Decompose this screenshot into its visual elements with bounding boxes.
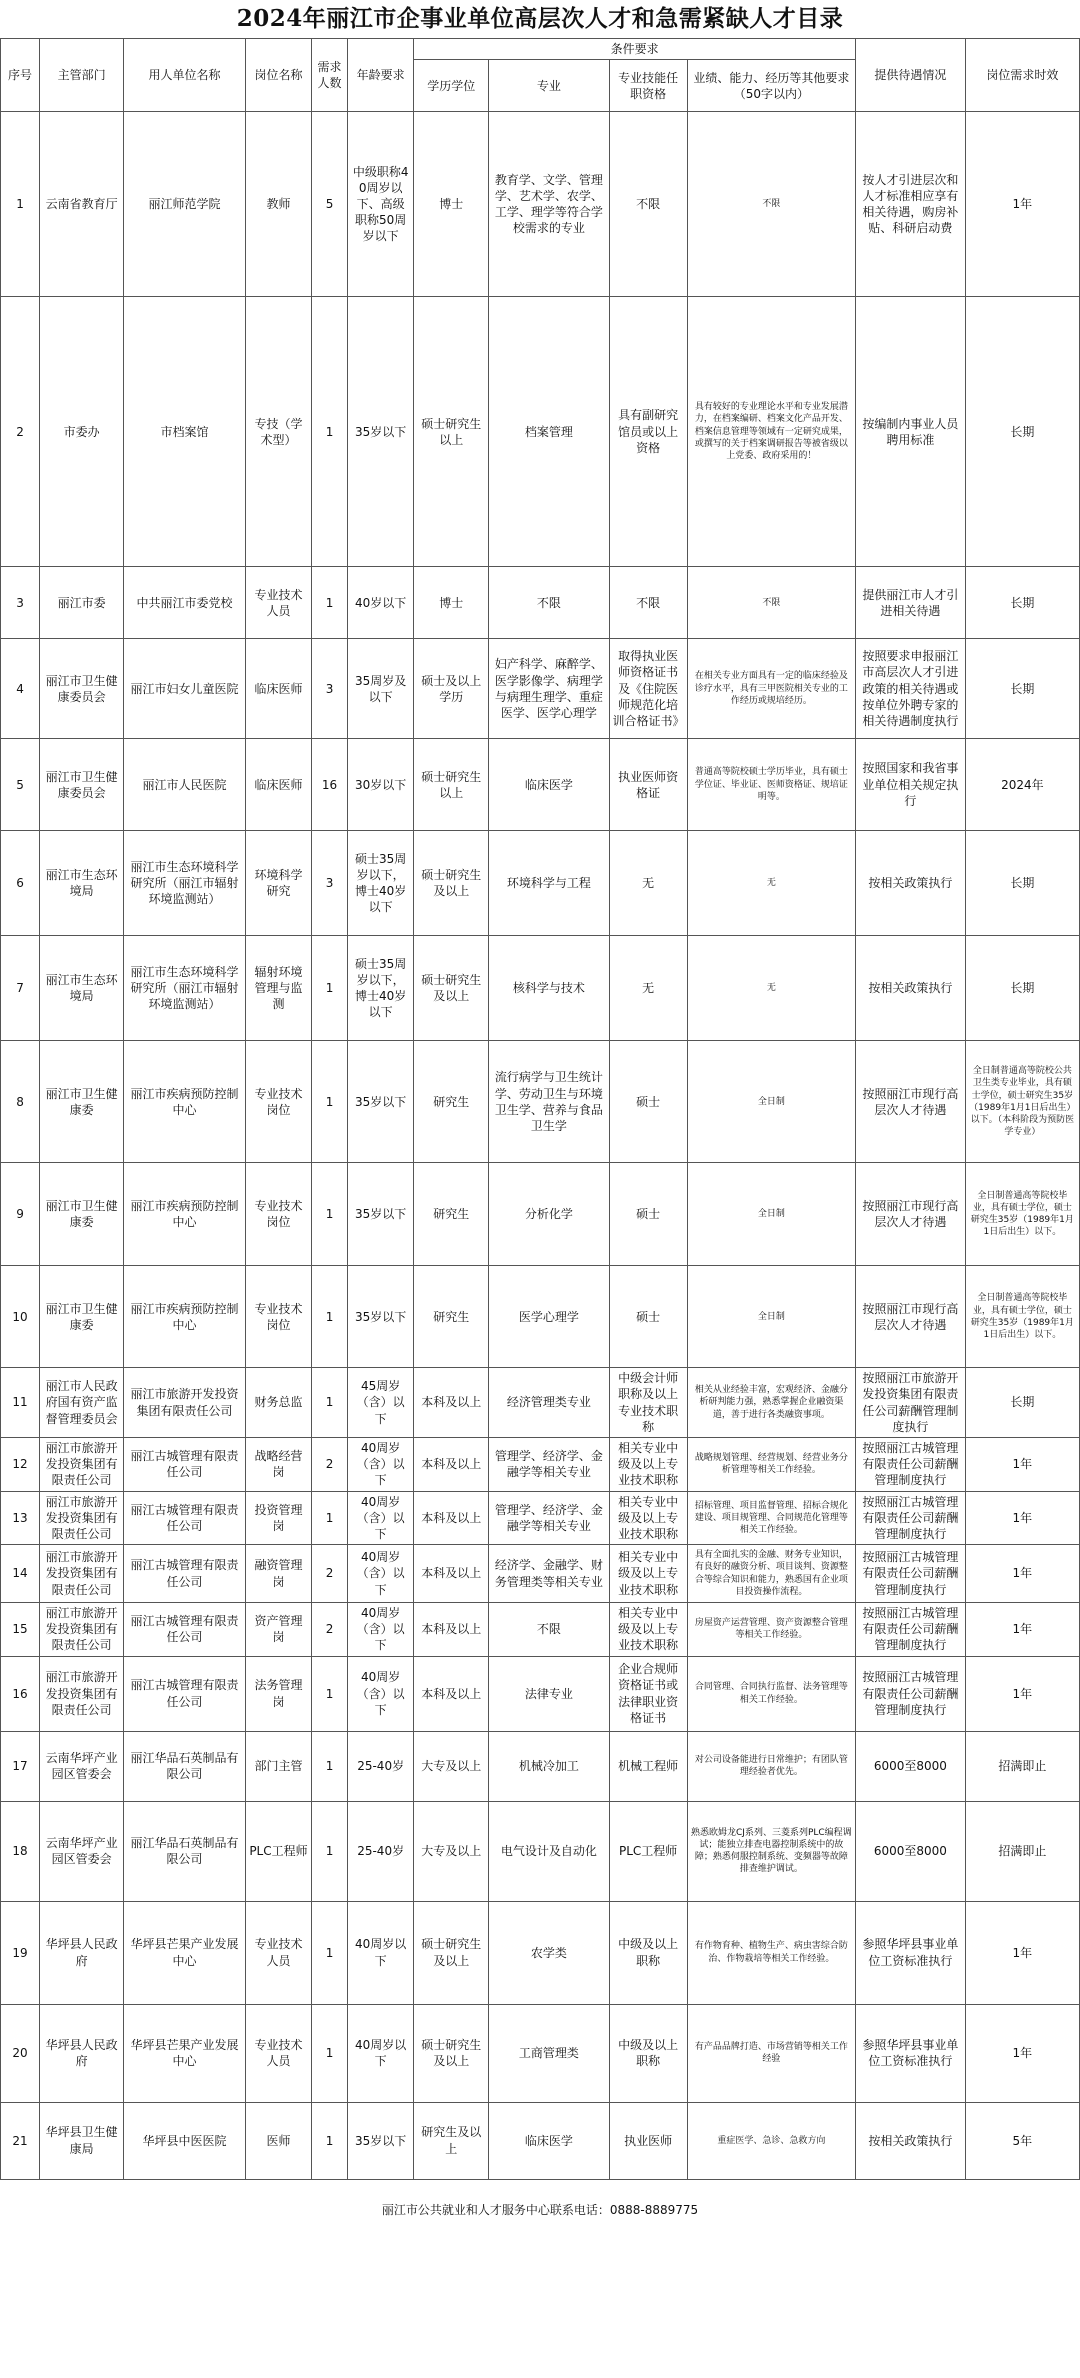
cell-ability: 不限: [687, 112, 855, 297]
header-ability: 业绩、能力、经历等其他要求（50字以内）: [687, 60, 855, 112]
cell-cert: 中级及以上职称: [609, 1901, 687, 2004]
cell-dept: 丽江市旅游开发投资集团有限责任公司: [40, 1491, 124, 1545]
cell-cert: 相关专业中级及以上专业技术职称: [609, 1437, 687, 1491]
header-benefits: 提供待遇情况: [856, 39, 966, 112]
cell-ability: 重症医学、急诊、急救方向: [687, 2102, 855, 2179]
table-row: [1, 297, 1080, 567]
cell-dept: 云南华坪产业园区管委会: [40, 1731, 124, 1801]
cell-cert: 相关专业中级及以上专业技术职称: [609, 1603, 687, 1657]
cell-cert: 执业医师: [609, 2102, 687, 2179]
cell-duration: 长期: [965, 297, 1079, 567]
cell-duration: 全日制普通高等院校公共卫生类专业毕业，具有硕士学位，硕士研究生35岁（1989年1月1日后出生）以下。（本科阶段为预防医学专业）: [965, 1041, 1079, 1163]
cell-cert: 硕士: [609, 1266, 687, 1368]
cell-ability: 有产品品牌打造、市场营销等相关工作经验: [687, 2004, 855, 2102]
cell-duration: 长期: [965, 1368, 1079, 1438]
cell-position: PLC工程师: [245, 1801, 311, 1901]
cell-major: 临床医学: [489, 2102, 609, 2179]
cell-major: 医学心理学: [489, 1266, 609, 1368]
table-row: [1, 639, 1080, 739]
cell-count: 16: [312, 739, 348, 831]
cell-position: 辐射环境管理与监测: [245, 936, 311, 1041]
cell-edu: 硕士研究生以上: [414, 297, 489, 567]
cell-benefits: 参照华坪县事业单位工资标准执行: [856, 1901, 966, 2004]
cell-position: 财务总监: [245, 1368, 311, 1438]
cell-position: 环境科学研究: [245, 831, 311, 936]
cell-ability: 全日制: [687, 1266, 855, 1368]
cell-seq: 4: [1, 639, 40, 739]
cell-cert: 无: [609, 936, 687, 1041]
cell-dept: 丽江市旅游开发投资集团有限责任公司: [40, 1603, 124, 1657]
cell-seq: 5: [1, 739, 40, 831]
cell-count: 1: [312, 1041, 348, 1163]
cell-employer: 丽江市疾病预防控制中心: [124, 1163, 246, 1266]
cell-ability: 全日制: [687, 1041, 855, 1163]
header-employer: 用人单位名称: [124, 39, 246, 112]
header-age: 年龄要求: [348, 39, 414, 112]
cell-cert: 硕士: [609, 1163, 687, 1266]
cell-employer: 丽江华品石英制品有限公司: [124, 1731, 246, 1801]
cell-edu: 研究生及以上: [414, 2102, 489, 2179]
cell-benefits: 按相关政策执行: [856, 936, 966, 1041]
cell-seq: 12: [1, 1437, 40, 1491]
cell-age: 40周岁（含）以下: [348, 1437, 414, 1491]
cell-ability: 无: [687, 936, 855, 1041]
cell-edu: 硕士研究生以上: [414, 739, 489, 831]
cell-cert: 执业医师资格证: [609, 739, 687, 831]
cell-duration: 全日制普通高等院校毕业，具有硕士学位，硕士研究生35岁（1989年1月1日后出生）以下。: [965, 1163, 1079, 1266]
cell-ability: 具有全面扎实的金融、财务专业知识，有良好的融资分析、项目谈判、资源整合等综合知识和能力，熟悉国有企业项目投资操作流程。: [687, 1545, 855, 1603]
table-row: [1, 1901, 1080, 2004]
cell-seq: 6: [1, 831, 40, 936]
cell-position: 专技（学术型）: [245, 297, 311, 567]
cell-duration: 长期: [965, 831, 1079, 936]
cell-cert: 中级会计师职称及以上专业技术职称: [609, 1368, 687, 1438]
table-row: [1, 1603, 1080, 1657]
cell-employer: 丽江市人民医院: [124, 739, 246, 831]
cell-employer: 丽江师范学院: [124, 112, 246, 297]
cell-major: 环境科学与工程: [489, 831, 609, 936]
cell-dept: 丽江市卫生健康委: [40, 1266, 124, 1368]
cell-seq: 2: [1, 297, 40, 567]
table-row: [1, 831, 1080, 936]
cell-seq: 7: [1, 936, 40, 1041]
cell-position: 投资管理岗: [245, 1491, 311, 1545]
cell-benefits: 按编制内事业人员聘用标准: [856, 297, 966, 567]
header-cert: 专业技能任职资格: [609, 60, 687, 112]
cell-age: 中级职称40周岁以下、高级职称50周岁以下: [348, 112, 414, 297]
cell-position: 专业技术岗位: [245, 1266, 311, 1368]
cell-major: 教育学、文学、管理学、艺术学、农学、工学、理学等符合学校需求的专业: [489, 112, 609, 297]
cell-edu: 博士: [414, 112, 489, 297]
cell-ability: 相关从业经验丰富，宏观经济、金融分析研判能力强，熟悉掌握企业融资渠道，善于进行各类融资事项。: [687, 1368, 855, 1438]
cell-dept: 云南省教育厅: [40, 112, 124, 297]
cell-count: 1: [312, 1491, 348, 1545]
cell-seq: 21: [1, 2102, 40, 2179]
cell-cert: 无: [609, 831, 687, 936]
cell-edu: 博士: [414, 567, 489, 639]
cell-dept: 丽江市旅游开发投资集团有限责任公司: [40, 1437, 124, 1491]
cell-major: 档案管理: [489, 297, 609, 567]
table-body: [1, 112, 1080, 2179]
cell-age: 25-40岁: [348, 1731, 414, 1801]
cell-duration: 招满即止: [965, 1801, 1079, 1901]
table-row: [1, 2102, 1080, 2179]
cell-seq: 17: [1, 1731, 40, 1801]
table-row: [1, 1801, 1080, 1901]
cell-duration: 招满即止: [965, 1731, 1079, 1801]
header-position: 岗位名称: [245, 39, 311, 112]
cell-count: 1: [312, 1901, 348, 2004]
cell-age: 35岁以下: [348, 297, 414, 567]
cell-position: 资产管理岗: [245, 1603, 311, 1657]
cell-position: 专业技术岗位: [245, 1041, 311, 1163]
cell-major: 流行病学与卫生统计学、劳动卫生与环境卫生学、营养与食品卫生学: [489, 1041, 609, 1163]
cell-count: 2: [312, 1437, 348, 1491]
cell-count: 1: [312, 1656, 348, 1731]
cell-position: 专业技术人员: [245, 567, 311, 639]
cell-dept: 丽江市卫生健康委: [40, 1041, 124, 1163]
cell-position: 临床医师: [245, 639, 311, 739]
table-row: [1, 567, 1080, 639]
cell-position: 教师: [245, 112, 311, 297]
cell-employer: 丽江市生态环境科学研究所（丽江市辐射环境监测站）: [124, 936, 246, 1041]
cell-duration: 1年: [965, 1545, 1079, 1603]
cell-seq: 3: [1, 567, 40, 639]
cell-cert: 企业合规师资格证书或法律职业资格证书: [609, 1656, 687, 1731]
cell-major: 工商管理类: [489, 2004, 609, 2102]
cell-count: 1: [312, 1163, 348, 1266]
cell-edu: 硕士研究生及以上: [414, 831, 489, 936]
cell-major: 核科学与技术: [489, 936, 609, 1041]
talent-table: [0, 38, 1080, 2180]
table-row: [1, 1491, 1080, 1545]
cell-seq: 9: [1, 1163, 40, 1266]
cell-benefits: 按照要求申报丽江市高层次人才引进政策的相关待遇或按单位外聘专家的相关待遇制度执行: [856, 639, 966, 739]
cell-major: 不限: [489, 1603, 609, 1657]
cell-ability: 全日制: [687, 1163, 855, 1266]
cell-position: 临床医师: [245, 739, 311, 831]
cell-seq: 10: [1, 1266, 40, 1368]
cell-dept: 丽江市旅游开发投资集团有限责任公司: [40, 1545, 124, 1603]
cell-benefits: 按照丽江市现行高层次人才待遇: [856, 1266, 966, 1368]
cell-ability: 战略规划管理、经营规划、经营业务分析管理等相关工作经验。: [687, 1437, 855, 1491]
cell-age: 35岁以下: [348, 1041, 414, 1163]
cell-dept: 市委办: [40, 297, 124, 567]
table-row: [1, 1545, 1080, 1603]
cell-count: 1: [312, 2102, 348, 2179]
cell-age: 35岁以下: [348, 1266, 414, 1368]
cell-age: 35岁以下: [348, 2102, 414, 2179]
table-row: [1, 1266, 1080, 1368]
cell-major: 管理学、经济学、金融学等相关专业: [489, 1491, 609, 1545]
cell-duration: 长期: [965, 567, 1079, 639]
cell-count: 2: [312, 1545, 348, 1603]
cell-major: 临床医学: [489, 739, 609, 831]
cell-dept: 丽江市卫生健康委: [40, 1163, 124, 1266]
cell-benefits: 提供丽江市人才引进相关待遇: [856, 567, 966, 639]
cell-benefits: 按照丽江古城管理有限责任公司薪酬管理制度执行: [856, 1603, 966, 1657]
cell-ability: 熟悉欧姆龙CJ系列、三菱系列PLC编程调试；能独立排查电器控制系统中的故障；熟悉伺服控制系统、变频器等故障排查维护调试。: [687, 1801, 855, 1901]
cell-edu: 硕士研究生及以上: [414, 1901, 489, 2004]
cell-duration: 1年: [965, 1437, 1079, 1491]
cell-age: 40周岁以下: [348, 1901, 414, 2004]
cell-employer: 华坪县中医医院: [124, 2102, 246, 2179]
cell-edu: 本科及以上: [414, 1603, 489, 1657]
cell-employer: 丽江古城管理有限责任公司: [124, 1545, 246, 1603]
table-row: [1, 936, 1080, 1041]
cell-dept: 丽江市卫生健康委员会: [40, 739, 124, 831]
cell-count: 1: [312, 297, 348, 567]
cell-position: 专业技术人员: [245, 1901, 311, 2004]
cell-dept: 华坪县人民政府: [40, 1901, 124, 2004]
cell-ability: 普通高等院校硕士学历毕业，具有硕士学位证、毕业证、医师资格证、规培证明等。: [687, 739, 855, 831]
cell-ability: 合同管理、合同执行监督、法务管理等相关工作经验。: [687, 1656, 855, 1731]
cell-position: 部门主管: [245, 1731, 311, 1801]
cell-age: 40周岁（含）以下: [348, 1545, 414, 1603]
cell-duration: 5年: [965, 2102, 1079, 2179]
cell-cert: 机械工程师: [609, 1731, 687, 1801]
cell-age: 45周岁（含）以下: [348, 1368, 414, 1438]
cell-major: 农学类: [489, 1901, 609, 2004]
cell-ability: 在相关专业方面具有一定的临床经验及诊疗水平，具有三甲医院相关专业的工作经历或规培经历。: [687, 639, 855, 739]
cell-duration: 1年: [965, 112, 1079, 297]
cell-benefits: 参照华坪县事业单位工资标准执行: [856, 2004, 966, 2102]
cell-benefits: 6000至8000: [856, 1731, 966, 1801]
cell-edu: 大专及以上: [414, 1801, 489, 1901]
cell-ability: 房屋资产运营管理、资产资源整合管理等相关工作经验。: [687, 1603, 855, 1657]
header-dept: 主管部门: [40, 39, 124, 112]
cell-count: 1: [312, 1266, 348, 1368]
cell-duration: 1年: [965, 1491, 1079, 1545]
cell-edu: 本科及以上: [414, 1656, 489, 1731]
cell-benefits: 按相关政策执行: [856, 2102, 966, 2179]
cell-seq: 15: [1, 1603, 40, 1657]
cell-count: 3: [312, 639, 348, 739]
cell-age: 硕士35周岁以下，博士40岁以下: [348, 936, 414, 1041]
cell-seq: 18: [1, 1801, 40, 1901]
header-count: 需求人数: [312, 39, 348, 112]
cell-age: 35岁以下: [348, 1163, 414, 1266]
document-title: 2024年丽江市企事业单位高层次人才和急需紧缺人才目录: [236, 5, 844, 32]
cell-edu: 本科及以上: [414, 1545, 489, 1603]
cell-benefits: 6000至8000: [856, 1801, 966, 1901]
cell-edu: 硕士研究生及以上: [414, 936, 489, 1041]
cell-position: 法务管理岗: [245, 1656, 311, 1731]
cell-duration: 1年: [965, 1901, 1079, 2004]
cell-duration: 长期: [965, 936, 1079, 1041]
cell-cert: PLC工程师: [609, 1801, 687, 1901]
cell-count: 1: [312, 936, 348, 1041]
cell-seq: 16: [1, 1656, 40, 1731]
cell-cert: 不限: [609, 112, 687, 297]
cell-dept: 丽江市旅游开发投资集团有限责任公司: [40, 1656, 124, 1731]
cell-duration: 2024年: [965, 739, 1079, 831]
cell-position: 战略经营岗: [245, 1437, 311, 1491]
cell-duration: 1年: [965, 1603, 1079, 1657]
cell-count: 1: [312, 1801, 348, 1901]
cell-count: 5: [312, 112, 348, 297]
cell-benefits: 按照丽江市旅游开发投资集团有限责任公司薪酬管理制度执行: [856, 1368, 966, 1438]
cell-benefits: 按照丽江市现行高层次人才待遇: [856, 1041, 966, 1163]
cell-ability: 具有较好的专业理论水平和专业发展潜力，在档案编研、档案文化产品开发、档案信息管理等领域有一定研究成果，或撰写的关于档案调研报告等被省级以上党委、政府采用的！: [687, 297, 855, 567]
cell-ability: 招标管理、项目监督管理、招标合规化建设、项目规管理、合同规范化管理等相关工作经验。: [687, 1491, 855, 1545]
table-row: [1, 2004, 1080, 2102]
table-row: [1, 1163, 1080, 1266]
cell-age: 硕士35周岁以下，博士40岁以下: [348, 831, 414, 936]
table-row: [1, 112, 1080, 297]
cell-employer: 市档案馆: [124, 297, 246, 567]
cell-dept: 丽江市卫生健康委员会: [40, 639, 124, 739]
cell-duration: 全日制普通高等院校毕业，具有硕士学位，硕士研究生35岁（1989年1月1日后出生）以下。: [965, 1266, 1079, 1368]
table-row: [1, 1731, 1080, 1801]
cell-benefits: 按照丽江古城管理有限责任公司薪酬管理制度执行: [856, 1545, 966, 1603]
cell-employer: 丽江市疾病预防控制中心: [124, 1266, 246, 1368]
cell-edu: 研究生: [414, 1266, 489, 1368]
cell-ability: 不限: [687, 567, 855, 639]
cell-ability: 无: [687, 831, 855, 936]
cell-major: 电气设计及自动化: [489, 1801, 609, 1901]
cell-count: 3: [312, 831, 348, 936]
cell-benefits: 按照丽江古城管理有限责任公司薪酬管理制度执行: [856, 1437, 966, 1491]
cell-edu: 研究生: [414, 1041, 489, 1163]
cell-benefits: 按照丽江市现行高层次人才待遇: [856, 1163, 966, 1266]
cell-seq: 13: [1, 1491, 40, 1545]
cell-dept: 丽江市人民政府国有资产监督管理委员会: [40, 1368, 124, 1438]
cell-major: 机械冷加工: [489, 1731, 609, 1801]
header-edu: 学历学位: [414, 60, 489, 112]
cell-seq: 11: [1, 1368, 40, 1438]
cell-cert: 相关专业中级及以上专业技术职称: [609, 1491, 687, 1545]
cell-duration: 长期: [965, 639, 1079, 739]
table-row: [1, 1656, 1080, 1731]
cell-seq: 14: [1, 1545, 40, 1603]
cell-employer: 丽江市旅游开发投资集团有限责任公司: [124, 1368, 246, 1438]
cell-major: 管理学、经济学、金融学等相关专业: [489, 1437, 609, 1491]
cell-ability: 有作物育种、植物生产、病虫害综合防治、作物栽培等相关工作经验。: [687, 1901, 855, 2004]
cell-employer: 华坪县芒果产业发展中心: [124, 1901, 246, 2004]
cell-age: 40岁以下: [348, 567, 414, 639]
cell-major: 分析化学: [489, 1163, 609, 1266]
cell-employer: 丽江华品石英制品有限公司: [124, 1801, 246, 1901]
cell-duration: 1年: [965, 2004, 1079, 2102]
cell-cert: 硕士: [609, 1041, 687, 1163]
table-row: [1, 1437, 1080, 1491]
cell-benefits: 按照丽江古城管理有限责任公司薪酬管理制度执行: [856, 1491, 966, 1545]
cell-edu: 研究生: [414, 1163, 489, 1266]
cell-major: 妇产科学、麻醉学、医学影像学、病理学与病理生理学、重症医学、医学心理学: [489, 639, 609, 739]
header-seq: 序号: [1, 39, 40, 112]
cell-employer: 丽江古城管理有限责任公司: [124, 1437, 246, 1491]
cell-dept: 丽江市生态环境局: [40, 936, 124, 1041]
cell-age: 40周岁（含）以下: [348, 1491, 414, 1545]
cell-count: 1: [312, 1731, 348, 1801]
cell-seq: 20: [1, 2004, 40, 2102]
cell-edu: 硕士研究生及以上: [414, 2004, 489, 2102]
cell-major: 不限: [489, 567, 609, 639]
cell-benefits: 按照国家和我省事业单位相关规定执行: [856, 739, 966, 831]
cell-major: 经济管理类专业: [489, 1368, 609, 1438]
cell-employer: 丽江古城管理有限责任公司: [124, 1491, 246, 1545]
cell-employer: 丽江市疾病预防控制中心: [124, 1041, 246, 1163]
cell-dept: 华坪县卫生健康局: [40, 2102, 124, 2179]
cell-position: 专业技术岗位: [245, 1163, 311, 1266]
header-duration: 岗位需求时效: [965, 39, 1079, 112]
cell-edu: 本科及以上: [414, 1491, 489, 1545]
table-row: [1, 739, 1080, 831]
cell-seq: 8: [1, 1041, 40, 1163]
cell-dept: 丽江市生态环境局: [40, 831, 124, 936]
cell-cert: 具有副研究馆员或以上资格: [609, 297, 687, 567]
contact-footer: 丽江市公共就业和人才服务中心联系电话：0888-8889775: [381, 2202, 699, 2217]
cell-dept: 云南华坪产业园区管委会: [40, 1801, 124, 1901]
cell-count: 1: [312, 2004, 348, 2102]
header-row-1: [1, 39, 1080, 60]
cell-age: 35周岁及以下: [348, 639, 414, 739]
cell-seq: 1: [1, 112, 40, 297]
cell-dept: 华坪县人民政府: [40, 2004, 124, 2102]
cell-count: 1: [312, 1368, 348, 1438]
cell-benefits: 按人才引进层次和人才标准相应享有相关待遇，购房补贴、科研启动费: [856, 112, 966, 297]
cell-position: 医师: [245, 2102, 311, 2179]
cell-cert: 取得执业医师资格证书及《住院医师规范化培训合格证书》: [609, 639, 687, 739]
cell-edu: 大专及以上: [414, 1731, 489, 1801]
cell-employer: 丽江古城管理有限责任公司: [124, 1603, 246, 1657]
cell-employer: 丽江市妇女儿童医院: [124, 639, 246, 739]
header-major: 专业: [489, 60, 609, 112]
cell-employer: 丽江市生态环境科学研究所（丽江市辐射环境监测站）: [124, 831, 246, 936]
cell-count: 2: [312, 1603, 348, 1657]
cell-edu: 本科及以上: [414, 1437, 489, 1491]
cell-edu: 硕士及以上学历: [414, 639, 489, 739]
cell-benefits: 按照丽江古城管理有限责任公司薪酬管理制度执行: [856, 1656, 966, 1731]
cell-duration: 1年: [965, 1656, 1079, 1731]
cell-employer: 丽江古城管理有限责任公司: [124, 1656, 246, 1731]
cell-age: 25-40岁: [348, 1801, 414, 1901]
table-row: [1, 1041, 1080, 1163]
cell-benefits: 按相关政策执行: [856, 831, 966, 936]
cell-dept: 丽江市委: [40, 567, 124, 639]
cell-age: 40周岁（含）以下: [348, 1656, 414, 1731]
cell-cert: 相关专业中级及以上专业技术职称: [609, 1545, 687, 1603]
cell-employer: 中共丽江市委党校: [124, 567, 246, 639]
cell-employer: 华坪县芒果产业发展中心: [124, 2004, 246, 2102]
table-row: [1, 1368, 1080, 1438]
cell-cert: 不限: [609, 567, 687, 639]
cell-cert: 中级及以上职称: [609, 2004, 687, 2102]
cell-ability: 对公司设备能进行日常维护；有团队管理经验者优先。: [687, 1731, 855, 1801]
cell-major: 法律专业: [489, 1656, 609, 1731]
cell-seq: 19: [1, 1901, 40, 2004]
cell-age: 40周岁（含）以下: [348, 1603, 414, 1657]
cell-age: 40周岁以下: [348, 2004, 414, 2102]
cell-major: 经济学、金融学、财务管理类等相关专业: [489, 1545, 609, 1603]
cell-age: 30岁以下: [348, 739, 414, 831]
cell-edu: 本科及以上: [414, 1368, 489, 1438]
cell-position: 融资管理岗: [245, 1545, 311, 1603]
cell-position: 专业技术人员: [245, 2004, 311, 2102]
cell-count: 1: [312, 567, 348, 639]
header-conditions: 条件要求: [414, 39, 856, 60]
